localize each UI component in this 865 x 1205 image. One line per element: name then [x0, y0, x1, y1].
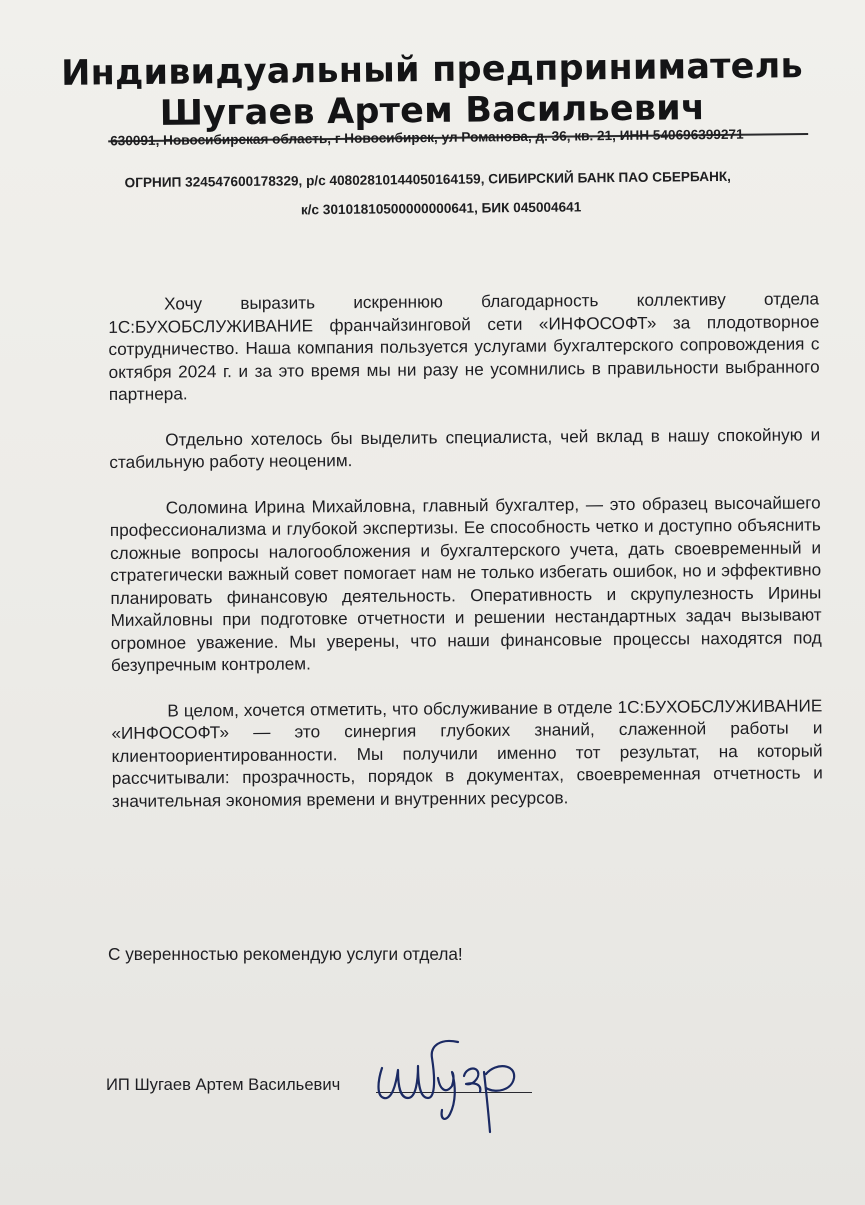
paragraph-specialist-praise: Соломина Ирина Михайловна, главный бухгалтер, — это образец высочайшего профессионализма и глубокой экспертизы. Ее способность четко и доступно объяснить сложные вопросы налогообложения и бухгалтерского учета, дать своевременный и стратегически важный совет помогает нам не только избегать ошибок, но и эффективно планировать финансовую деятельность. Оперативность и скрупулезность Ирины Михайловны при подготовке отчетности и решении нестандартных задач вызывают огромное уважение. Мы уверены, что наши финансовые процессы находятся под безупречным контролем. — [109, 491, 822, 675]
requisites-address: 630091, Новосибирская область, г Новосибирск, ул Романова, д. 36, кв. 21, ИНН 540696399271 — [110, 126, 744, 149]
requisites-bik: к/с 30101810500000000641, БИК 045004641 — [300, 199, 582, 218]
paragraph-gratitude: Хочу выразить искреннюю благодарность коллективу отдела 1С:БУХОБСЛУЖИВАНИЕ франчайзинговой сети «ИНФОСОФТ» за плодотворное сотрудничество. Наша компания пользуется услугами бухгалтерского сопровождения с октября 2024 г. и за это время мы ни разу не усомнились в правильности выбранного партнера. — [108, 288, 820, 404]
closing-recommendation: С уверенностью рекомендую услуги отдела! — [108, 944, 463, 964]
paragraph-summary: В целом, хочется отметить, что обслуживание в отделе 1С:БУХОБСЛУЖИВАНИЕ «ИНФОСОФТ» — это синергия глубоких знаний, слаженной работы и клиентоориентированности. Мы получили именно тот результат, на который рассчитывали: прозрачность, порядок в документах, своевременная отчетность и значительная экономия времени и внутренних ресурсов. — [111, 694, 823, 811]
letterhead — [0, 0, 864, 218]
paragraph-specialist-intro: Отдельно хотелось бы выделить специалиста, чей вклад в нашу спокойную и стабильную работу неоценим. — [109, 423, 821, 472]
requisites-bank: ОГРНИП 324547600178329, р/с 40802810144050164159, СИБИРСКИЙ БАНК ПАО СБЕРБАНК, — [124, 168, 731, 191]
handwritten-signature — [368, 1028, 538, 1140]
letter-body — [108, 287, 823, 835]
letterhead-title: Индивидуальный предприниматель — [60, 46, 803, 94]
letterhead-owner-name: Шугаев Артем Васильевич — [159, 88, 706, 134]
signer-name: ИП Шугаев Артем Васильевич — [106, 1075, 341, 1094]
